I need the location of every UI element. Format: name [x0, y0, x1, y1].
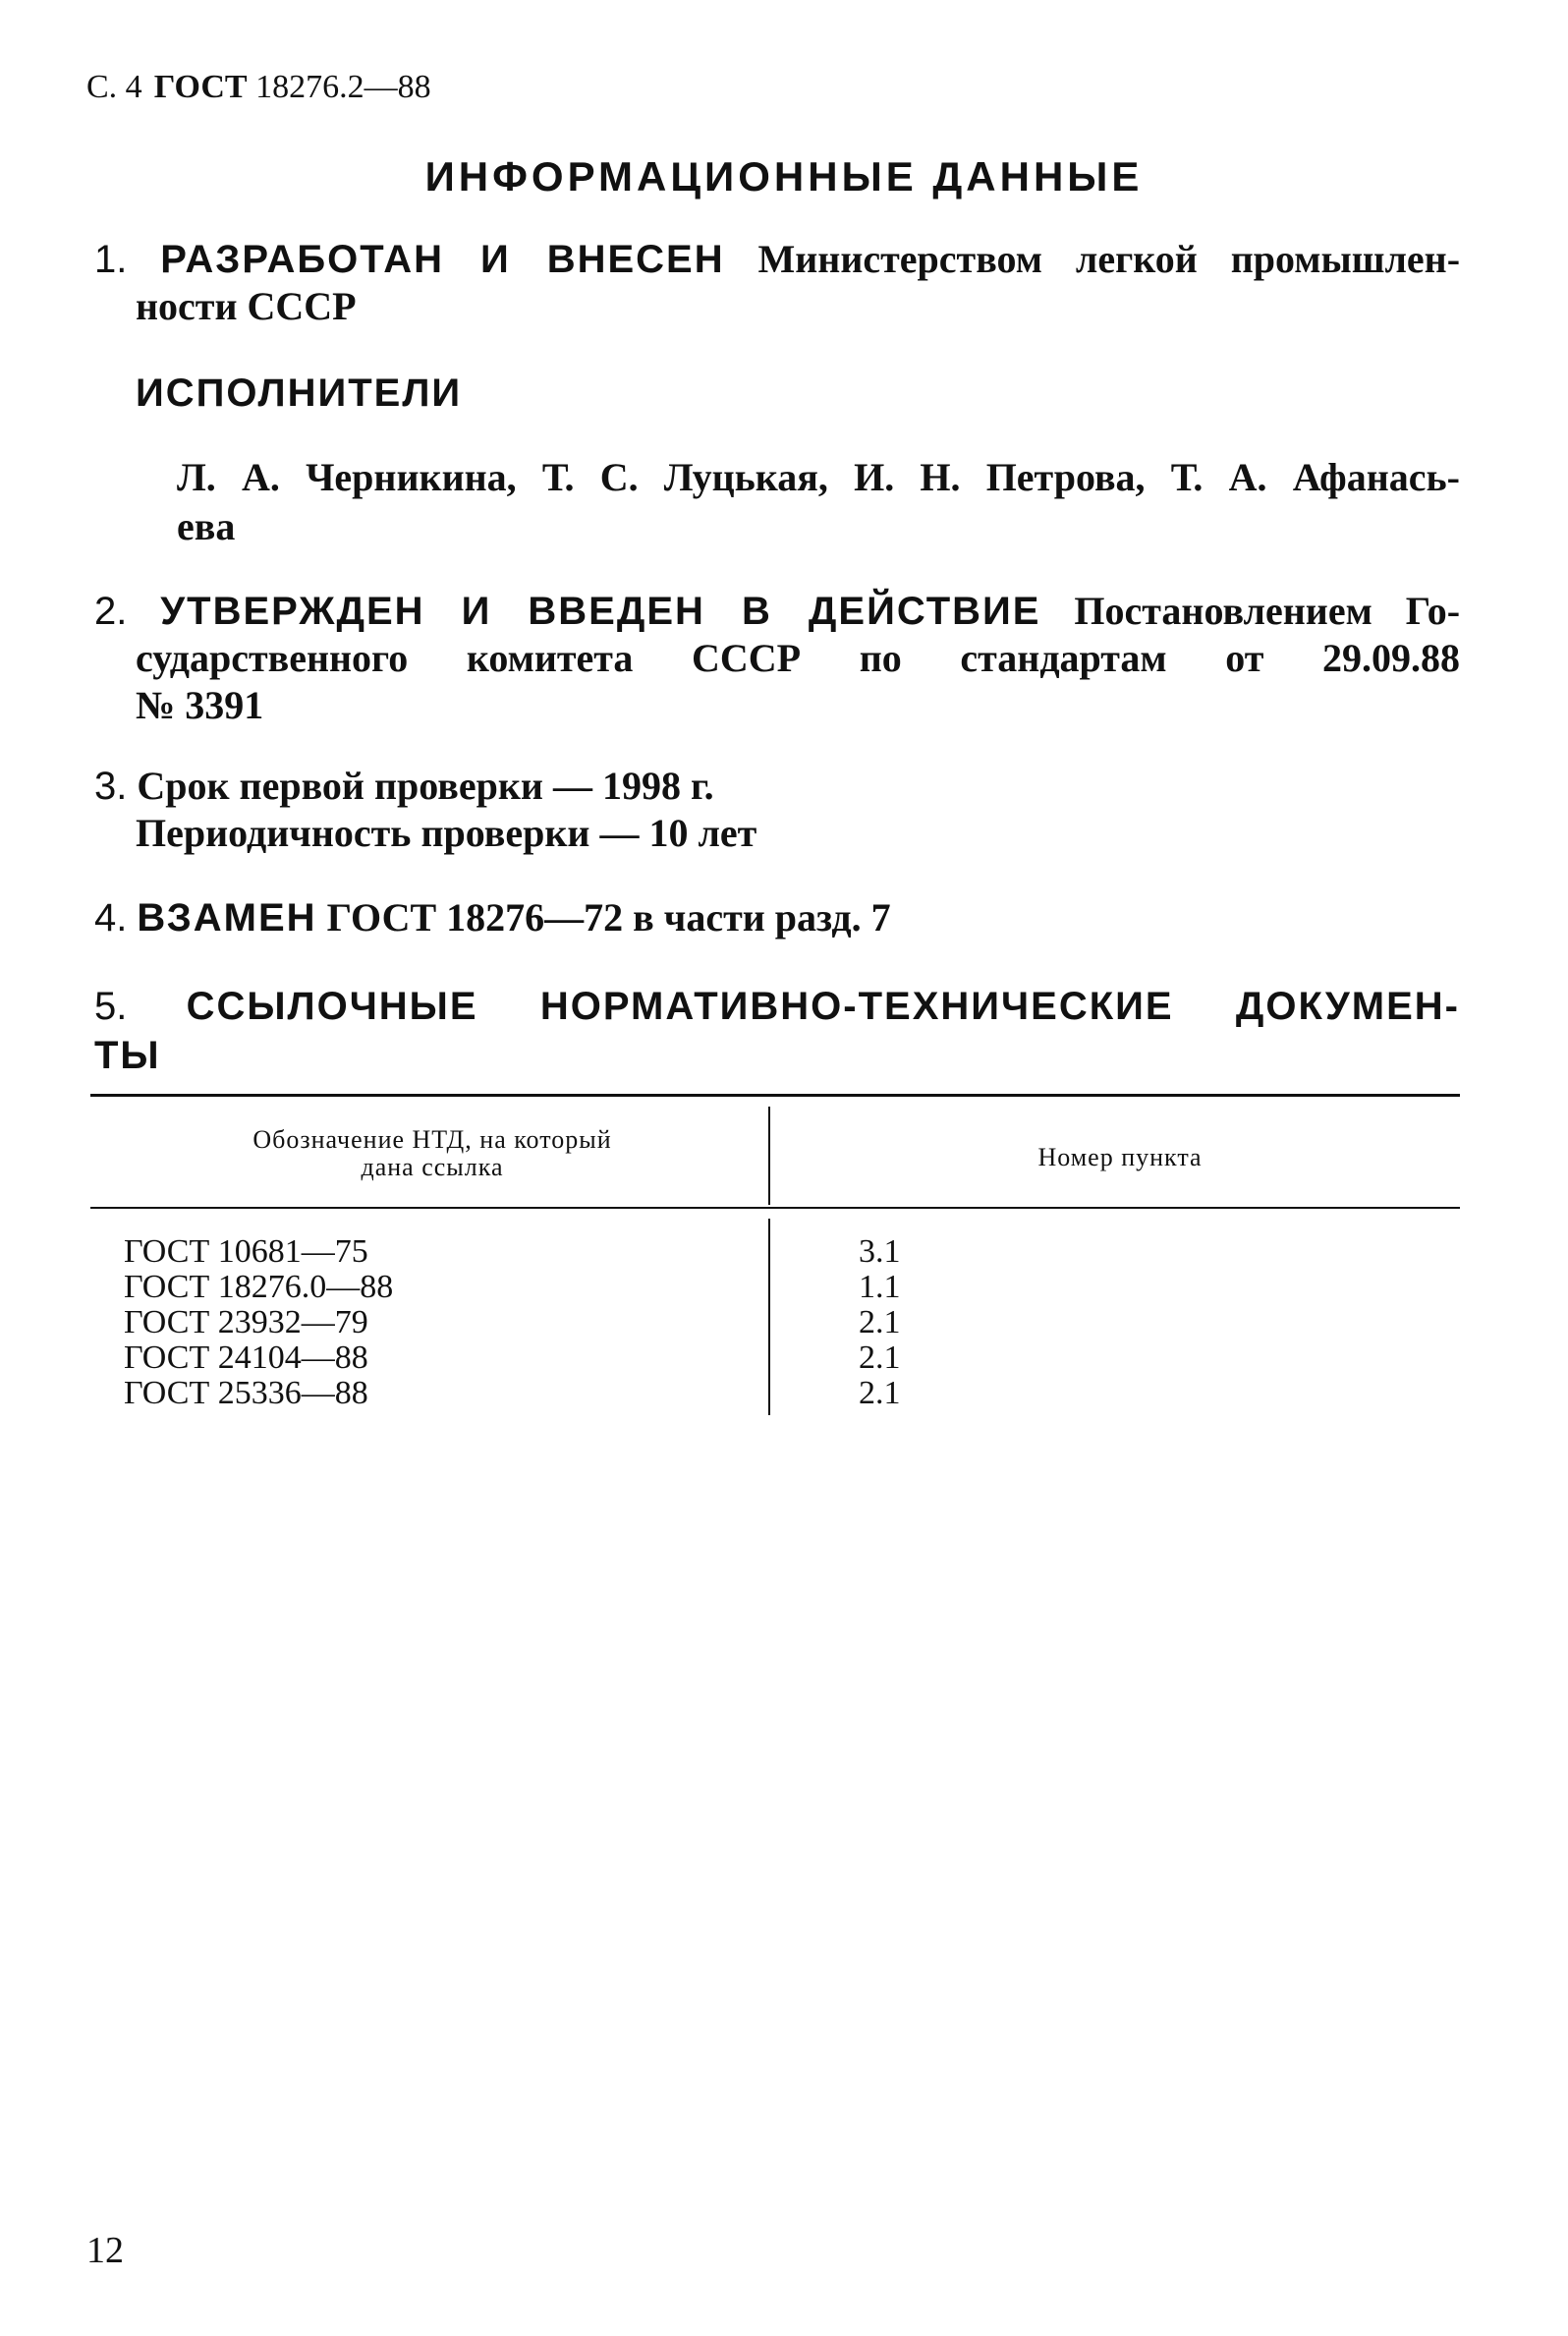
executors-line-2: ева — [177, 504, 236, 548]
item-3-text: Срок первой проверки — 1998 г. — [137, 764, 714, 808]
executors-line-1: Л. А. Черникина, Т. С. Луцькая, И. Н. Петрова, Т. А. Афанась- — [177, 455, 1460, 499]
item-3-number: 3. — [94, 765, 128, 808]
table-body-divider — [768, 1219, 770, 1415]
item-4-line — [94, 894, 891, 941]
table-row-doc: ГОСТ 24104—88 — [124, 1339, 368, 1376]
table-row-doc: ГОСТ 23932—79 — [124, 1304, 368, 1340]
item-5-line-2: ТЫ — [94, 1034, 161, 1077]
item-1-line-2: ности СССР — [136, 284, 357, 328]
table-col2-values — [859, 1234, 1055, 1411]
table-header-rule — [90, 1207, 1460, 1209]
table-row-doc: ГОСТ 10681—75 — [124, 1233, 368, 1270]
item-5-number: 5. — [94, 985, 128, 1028]
executors-heading: ИСПОЛНИТЕЛИ — [136, 371, 463, 415]
item-1-number: 1. — [94, 238, 128, 281]
header-code: ГОСТ — [153, 69, 248, 105]
item-1-text: Министерством легкой промышлен- — [757, 237, 1461, 281]
page-title: ИНФОРМАЦИОННЫЕ ДАННЫЕ — [424, 153, 1144, 199]
item-3-line-1 — [94, 763, 714, 810]
item-2-line-3: № 3391 — [136, 683, 264, 727]
header-number: 18276.2—88 — [255, 69, 431, 105]
table-row-item: 2.1 — [859, 1339, 901, 1376]
item-3-line-2: Периодичность проверки — 10 лет — [136, 811, 757, 855]
table-row-item: 2.1 — [859, 1304, 901, 1340]
item-2-line-2: сударственного комитета СССР по стандартам от 29.09.88 — [136, 636, 1460, 680]
table-top-rule — [90, 1094, 1460, 1097]
item-4-text: ГОСТ 18276—72 в части разд. 7 — [326, 895, 891, 940]
item-4-caps: ВЗАМЕН — [137, 896, 317, 940]
table-row-doc: ГОСТ 25336—88 — [124, 1375, 368, 1411]
item-1-line-1 — [94, 236, 1460, 283]
item-1-caps: РАЗРАБОТАН И ВНЕСЕН — [160, 238, 725, 281]
table-row-doc: ГОСТ 18276.0—88 — [124, 1269, 394, 1305]
table-header-divider — [768, 1107, 770, 1205]
table-row-item: 3.1 — [859, 1233, 901, 1270]
header-page: С. 4 — [86, 69, 142, 105]
table-row-item: 1.1 — [859, 1269, 901, 1305]
table-row-item: 2.1 — [859, 1375, 901, 1411]
item-5-text: ССЫЛОЧНЫЕ НОРМАТИВНО-ТЕХНИЧЕСКИЕ ДОКУМЕН- — [186, 985, 1460, 1028]
item-2-caps: УТВЕРЖДЕН И ВВЕДЕН В ДЕЙСТВИЕ — [160, 590, 1041, 633]
item-4-number: 4. — [94, 896, 128, 940]
table-col2-header: Номер пункта — [1037, 1143, 1203, 1171]
table-col1-header-line-1: Обозначение НТД, на который — [252, 1125, 612, 1154]
table-col1-header-line-2: дана ссылка — [361, 1153, 504, 1181]
item-5-line-1 — [94, 983, 1460, 1030]
item-2-number: 2. — [94, 590, 128, 633]
table-col1-header — [128, 1126, 737, 1181]
table-col1-values — [124, 1234, 713, 1411]
item-2-line-1 — [94, 588, 1460, 635]
page-number: 12 — [86, 2230, 124, 2271]
running-header — [86, 69, 431, 106]
item-2-text: Постановлением Го- — [1074, 589, 1461, 633]
